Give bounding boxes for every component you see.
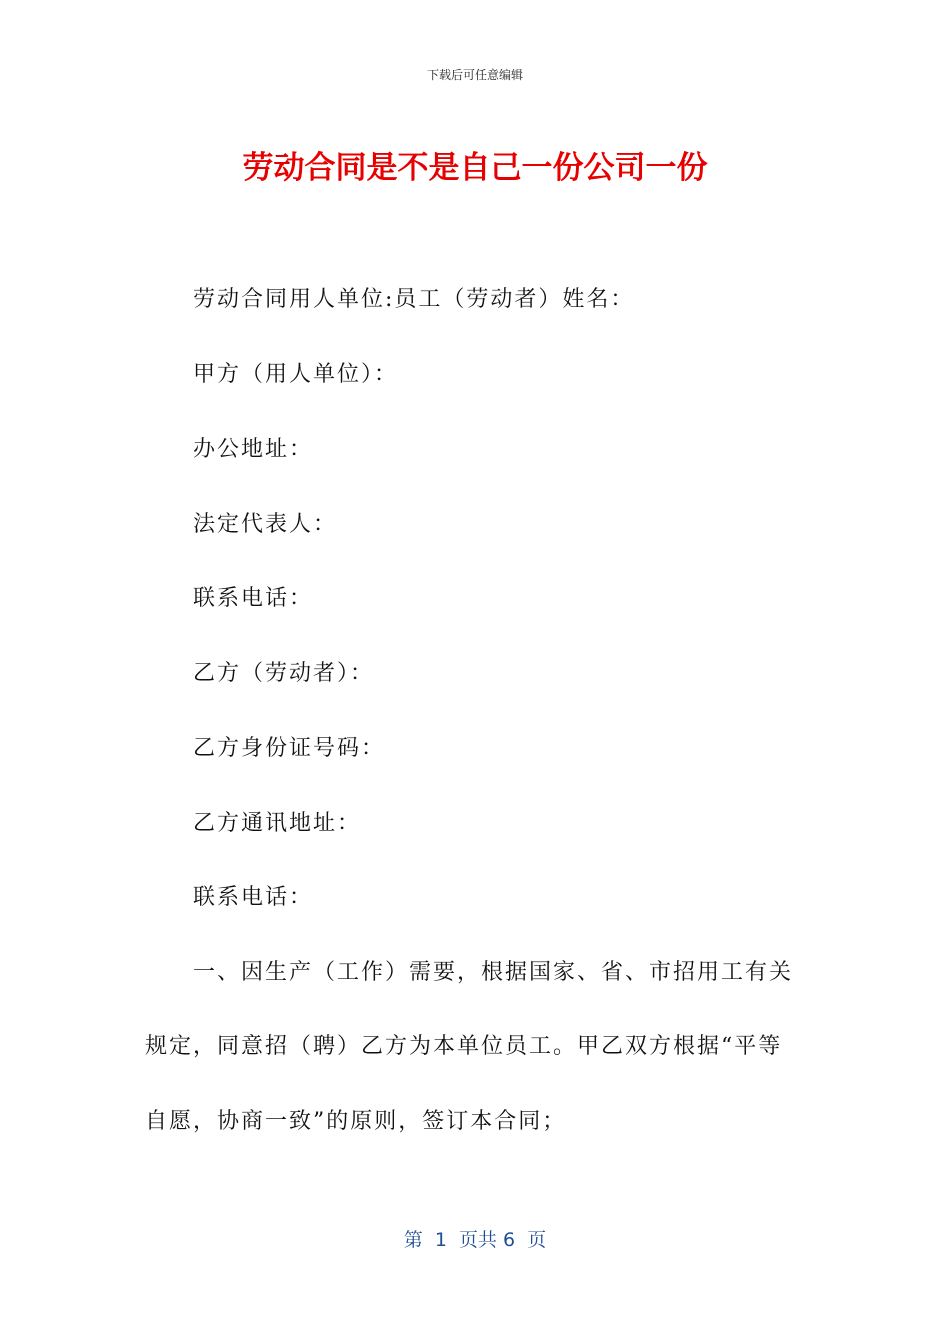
page-number-footer: 第 1 页共 6 页 (403, 1229, 547, 1251)
field-contact-phone-b: 联系电话： (193, 885, 314, 910)
field-party-b-id-number: 乙方身份证号码： (193, 736, 386, 761)
clause-1-line-3: 自愿，协商一致”的原则，签订本合同； (145, 1109, 567, 1134)
field-party-b-address: 乙方通讯地址： (193, 811, 362, 836)
clause-1-line-1: 一、因生产（工作）需要，根据国家、省、市招用工有关 (193, 960, 794, 985)
field-employer-employee-name: 劳动合同用人单位:员工（劳动者）姓名： (193, 287, 635, 312)
field-legal-representative: 法定代表人： (193, 512, 338, 537)
clause-1-line-2: 规定，同意招（聘）乙方为本单位员工。甲乙双方根据“平等 (145, 1034, 783, 1059)
document-title: 劳动合同是不是自己一份公司一份 (242, 150, 708, 186)
field-party-b: 乙方（劳动者）： (193, 661, 375, 686)
field-party-a: 甲方（用人单位）： (193, 362, 399, 387)
field-contact-phone-a: 联系电话： (193, 586, 314, 611)
header-note: 下载后可任意编辑 (426, 68, 523, 82)
field-office-address: 办公地址： (193, 437, 314, 462)
